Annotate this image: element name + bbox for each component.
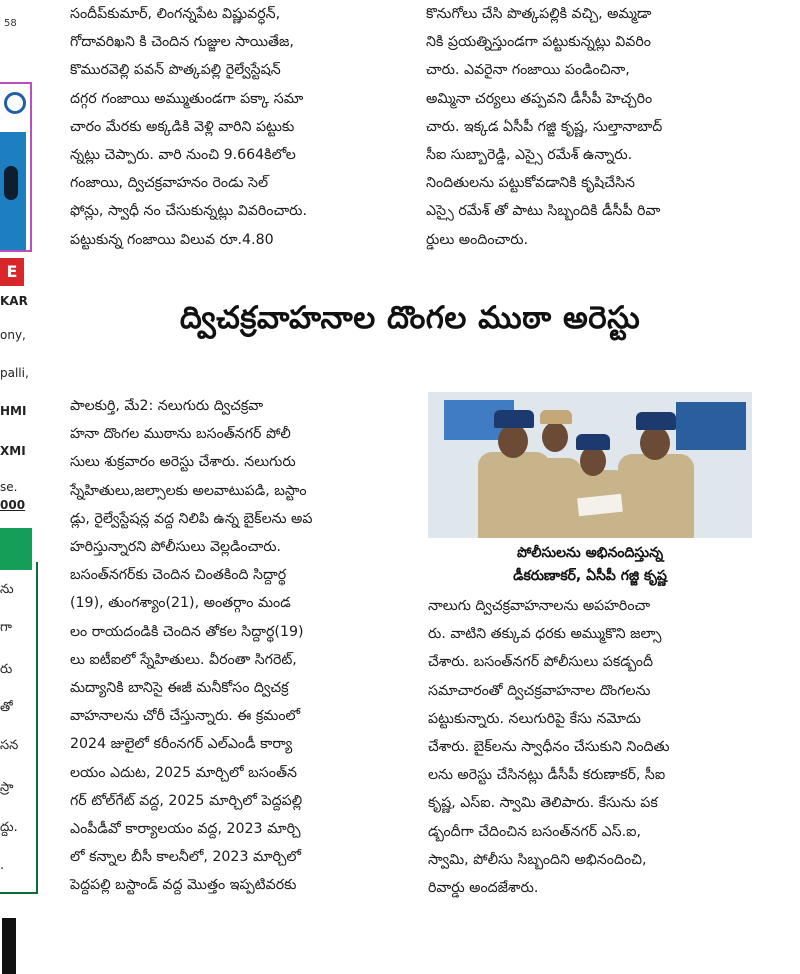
strip-fragment: తో <box>0 700 13 715</box>
officer-figure <box>614 402 696 538</box>
strip-fragment: ద్దు. <box>0 820 18 835</box>
strip-bordered-box <box>0 562 38 894</box>
strip-advertisement <box>0 82 32 252</box>
strip-line: ony, <box>0 328 26 342</box>
article-headline: ద్విచక్రవాహనాల దొంగల ముఠా అరెస్టు <box>179 300 641 336</box>
ad-logo-icon <box>4 92 26 114</box>
strip-fragment: సన <box>0 738 19 753</box>
strip-red-label: E <box>0 258 24 286</box>
strip-fragment: స్రా <box>0 780 14 795</box>
adjacent-column-strip <box>0 0 62 974</box>
strip-fragment: రు <box>0 662 13 677</box>
strip-fragment: . <box>0 858 5 873</box>
prev-article-left-column: సందీప్‌కుమార్, లింగన్నపేట విష్ణువర్ధన్, గోదావరిఖని కి చెందిన గుజ్జుల సాయితేజ, కొమురవెల్లి పవన్ పొత్కపల్లి రైల్వేస్టేషన్ దగ్గర గంజాయి అమ్ముతుండగా పక్కా సమా చారం మేరకు అక్కడికి వెళ్లి వారిని పట్టుకు న్నట్లు చెప్పారు. వారి నుంచి 9.664కిలోల గంజాయి, ద్విచక్రవాహనం రెండు సెల్ ఫోన్లు, స్వాధీ నం చేసుకున్నట్లు వివరించారు. పట్టుకున్న గంజాయి విలువ రూ.4.80 <box>70 6 307 248</box>
strip-line: HMI <box>0 404 27 418</box>
strip-top-fragment: 58 <box>4 18 17 29</box>
prev-article-right-column: కొనుగోలు చేసి పొత్కపల్లికి వచ్చి, అమ్మడా నికి ప్రయత్నిస్తుండగా పట్టుకున్నట్లు వివరిం చారు. ఎవరైనా గంజాయి పండించినా, అమ్మినా చర్యలు తప్పవని డీసీపీ హెచ్చరిం చారు. ఇక్కడ ఏసీపీ గజ్జి కృష్ణ, సుల్తానాబాద్ సీఐ సుబ్బారెడ్డి, ఎస్సై రమేశ్ ఉన్నారు. నిందితులను పట్టుకోవడానికి కృషిచేసిన ఎస్సై రమేశ్ తో పాటు సిబ్బందికి డీసీపీ రివా ర్డులు అందించారు. <box>426 6 663 248</box>
strip-fragment: గా <box>0 620 12 635</box>
article-right-column: నాలుగు ద్విచక్రవాహనాలను అపహరించా రు. వాటిని తక్కువ ధరకు అమ్ముకొని జల్సా చేశారు. బసంత్‌నగర్ పోలీసులు పకడ్బందీ సమాచారంతో ద్విచక్రవాహనాల దొంగలను పట్టుకున్నారు. నలుగురిపై కేసు నమోదు చేశారు. బైక్‌లను స్వాధీనం చేసుకుని నిందితు లను అరెస్టు చేసినట్లు డీసీపీ కరుణాకర్, సీఐ కృష్ణ, ఎస్ఐ. స్వామి తెలిపారు. కేసును పక డ్బందీగా చేదించిన బసంత్‌నగర్ ఎస్.ఐ, స్వామి, పోలీసు సిబ్బందిని అభినందించి, రివార్డు అందజేశారు. <box>428 598 670 897</box>
strip-line: XMI <box>0 444 26 458</box>
strip-fragment: ను <box>0 582 14 597</box>
news-photo <box>428 392 752 538</box>
photo-caption: పోలీసులను అభినందిస్తున్న డీకరుణాకర్, ఏసీపీ గజ్జి కృష్ణ <box>513 545 667 584</box>
strip-line: palli, <box>0 366 29 380</box>
strip-line: KAR <box>0 294 28 308</box>
strip-line: 000 <box>0 498 26 512</box>
article-left-column: పాలకుర్తి, మే2: నలుగురు ద్విచక్రవా హనా దొంగల ముఠాను బసంత్‌నగర్ పోలీ సులు శుక్రవారం అరెస్టు చేశారు. నలుగురు స్నేహితులు,జల్సాలకు అలవాటుపడి, బస్టాం డ్లు, రైల్వేస్టేషన్ల వద్ద నిలిపి ఉన్న బైక్‌లను అప హరిస్తున్నారని పోలీసులు వెల్లడించారు. బసంత్‌నగర్‌కు చెందిన చింతకింది సిద్దార్థ (19), తుంగశ్యాం(21), అంతర్గాం మండ లం రాయదండికి చెందిన తోకల సిద్దార్థ(19) లు ఐటీఐలో స్నేహితులు. వీరంతా సిగరెట్, మద్యానికి బానిసై ఈజీ మనీకోసం ద్విచక్ర వాహనాలను చోరీ చేస్తున్నారు. ఈ క్రమంలో 2024 జులైలో కరీంనగర్ ఎల్ఎండీ కార్యా లయం ఎదుట, 2025 మార్చిలో బసంత్‌న గర్ టోల్‌గేట్ వద్ద, 2025 మార్చిలో పెద్దపల్లి ఎంపీడీవో కార్యాలయం వద్ద, 2023 మార్చి లో కన్నాల బీసీ కాలనీలో, 2023 మార్చిలో పెద్దపల్లి బస్టాండ్ వద్ద మొత్తం ఇప్పటివరకు <box>70 398 313 894</box>
strip-bottom-block <box>2 918 16 974</box>
strip-line: se. <box>0 480 18 494</box>
next-headline-cutoff <box>70 956 760 974</box>
ad-product-shape <box>4 166 18 200</box>
